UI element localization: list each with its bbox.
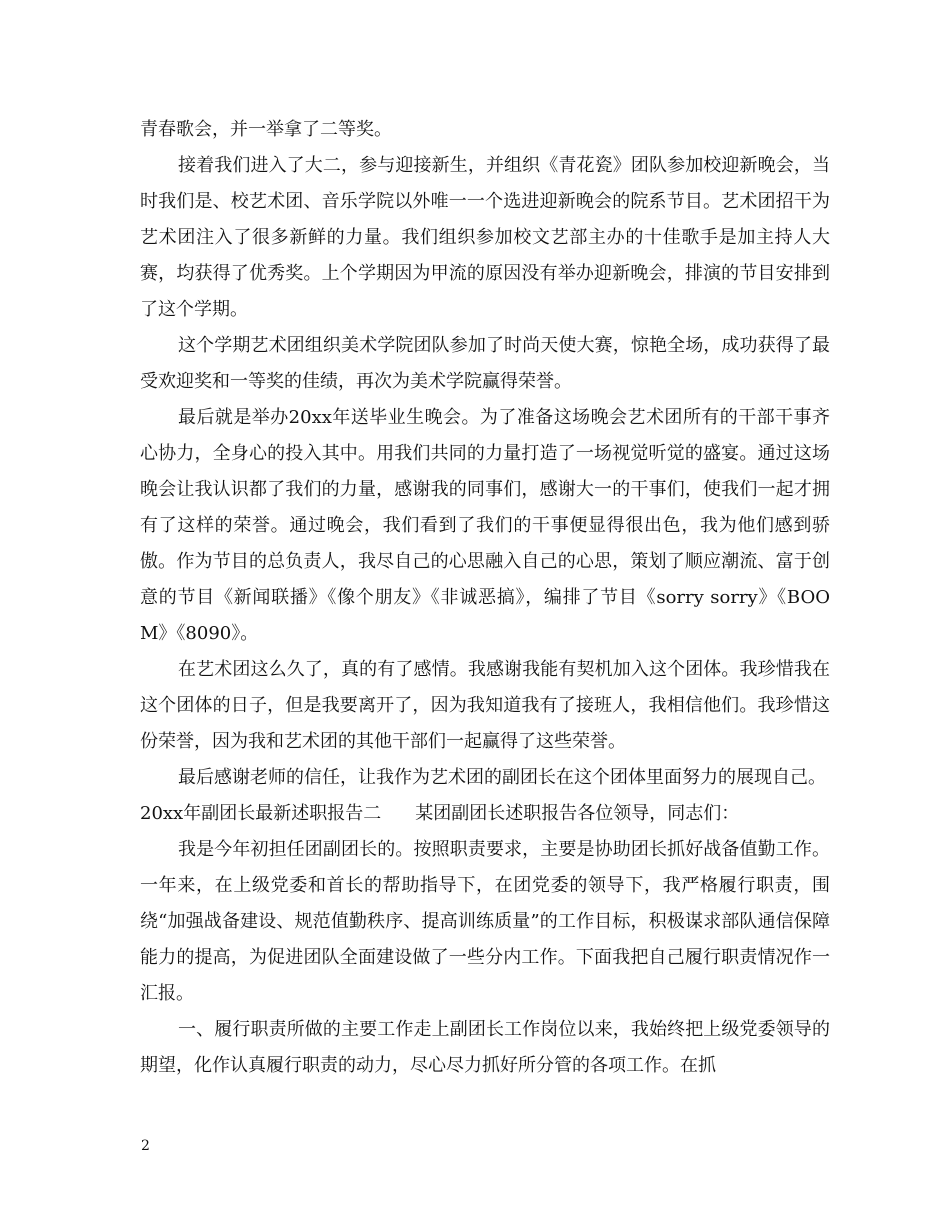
paragraph: 在艺术团这么久了，真的有了感情。我感谢我能有契机加入这个团体。我珍惜我在这个团体的日子，但是我要离开了，因为我知道我有了接班人，我相信他们。我珍惜这份荣誉，因为我和艺术团的其他干部们一起赢得了这些荣誉。 [140,659,830,752]
document-body [140,112,830,1084]
paragraph: 一、履行职责所做的主要工作走上副团长工作岗位以来，我始终把上级党委领导的期望，化作认真履行职责的动力，尽心尽力抓好所分管的各项工作。在抓 [140,1019,830,1076]
section-heading [140,796,830,832]
section-heading-title: 20xx年副团长最新述职报告二 [140,803,382,824]
paragraph: 接着我们进入了大二，参与迎接新生，并组织《青花瓷》团队参加校迎新晚会，当时我们是、校艺术团、音乐学院以外唯一一个选进迎新晚会的院系节目。艺术团招干为艺术团注入了很多新鲜的力量。我们组织参加校文艺部主办的十佳歌手是加主持人大赛，均获得了优秀奖。上个学期因为甲流的原因没有举办迎新晚会，排演的节目安排到了这个学期。 [140,155,830,320]
paragraph: 这个学期艺术团组织美术学院团队参加了时尚天使大赛，惊艳全场，成功获得了最受欢迎奖和一等奖的佳绩，再次为美术学院赢得荣誉。 [140,335,830,392]
section-heading-subtitle: 某团副团长述职报告各位领导，同志们： [415,803,740,824]
paragraph: 最后感谢老师的信任，让我作为艺术团的副团长在这个团体里面努力的展现自己。 [178,767,826,788]
paragraph: 最后就是举办20xx年送毕业生晚会。为了准备这场晚会艺术团所有的干部干事齐心协力，全身心的投入其中。用我们共同的力量打造了一场视觉听觉的盛宴。通过这场晚会让我认识都了我们的力量，感谢我的同事们，感谢大一的干事们，使我们一起才拥有了这样的荣誉。通过晚会，我们看到了我们的干事便显得很出色，我为他们感到骄傲。作为节目的总负责人，我尽自己的心思融入自己的心思，策划了顺应潮流、富于创意的节目《新闻联播》《像个朋友》《非诚恶搞》，编排了节目《sorry sorry》《BOOM》《8090》。 [140,407,830,644]
paragraph: 青春歌会，并一举拿了二等奖。 [140,119,392,140]
paragraph: 我是今年初担任团副团长的。按照职责要求，主要是协助团长抓好战备值勤工作。一年来，在上级党委和首长的帮助指导下，在团党委的领导下，我严格履行职责，围绕“加强战备建设、规范值勤秩序、提高训练质量”的工作目标，积极谋求部队通信保障能力的提高，为促进团队全面建设做了一些分内工作。下面我把自己履行职责情况作一汇报。 [140,839,830,1004]
page-number: 2 [141,1138,150,1154]
